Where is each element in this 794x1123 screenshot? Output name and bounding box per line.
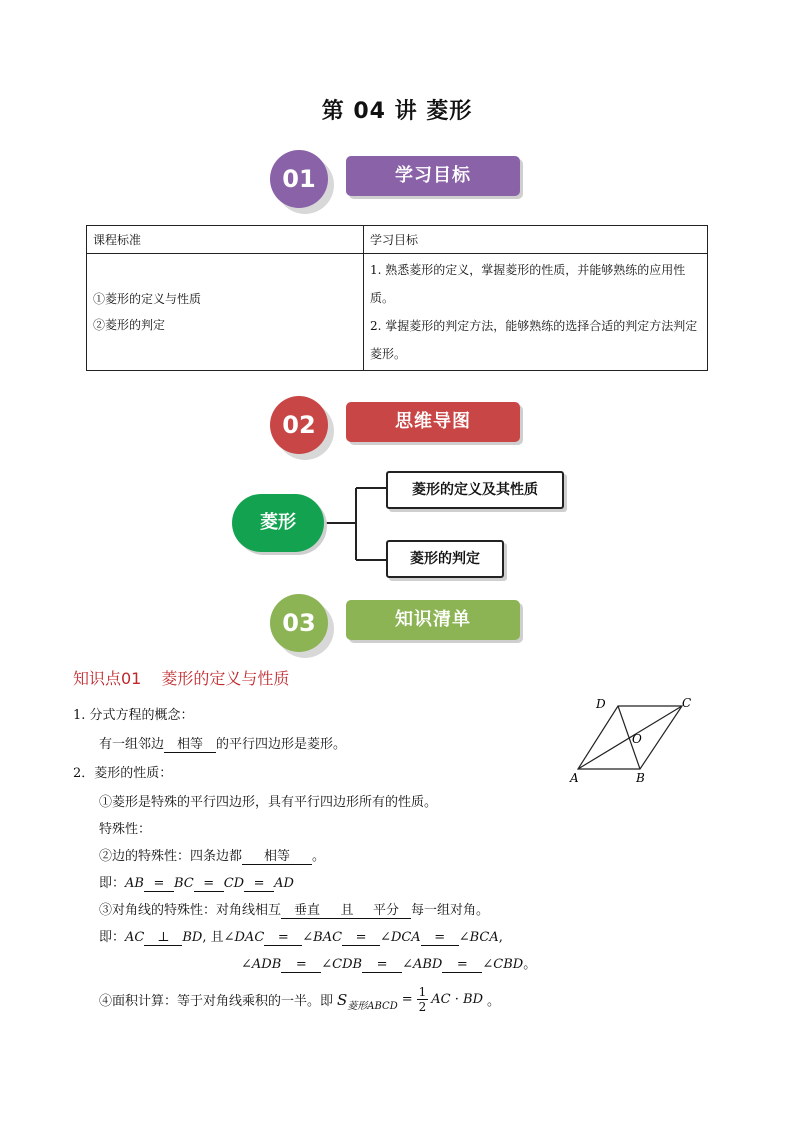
section-badge-03: [270, 594, 530, 650]
section-title-01: 学习目标: [346, 156, 520, 196]
eq-term: AD: [274, 876, 294, 891]
item2-title: 2．菱形的性质：: [73, 766, 173, 781]
knowledge-point-number: 知识点01: [73, 669, 142, 688]
blank-connector: 且: [333, 899, 361, 919]
eq-term: AC: [125, 930, 145, 945]
fraction-numerator: 1: [418, 985, 427, 999]
equation-sides: [99, 872, 294, 892]
eq-label: 即：: [99, 930, 126, 945]
goal-item: 1. 熟悉菱形的定义，掌握菱形的性质，并能够熟练的应用性质。: [370, 263, 686, 305]
blank-answer: 相等: [164, 733, 216, 753]
vertex-label-c: C: [682, 696, 692, 710]
knowledge-point-heading: [73, 666, 289, 689]
definition-text: 有一组邻边: [99, 737, 165, 752]
eq-term: ∠BCA: [458, 930, 499, 945]
property-text: 。: [487, 994, 501, 1009]
standards-cell: [87, 254, 364, 371]
mindmap-root: 菱形: [232, 494, 324, 552]
eq-sign: =: [401, 992, 413, 1007]
special-label: 特殊性：: [99, 822, 152, 837]
eq-blank: =: [442, 957, 482, 973]
item1-title: 1. 分式方程的概念：: [73, 708, 194, 723]
section-title-03: 知识清单: [346, 600, 520, 640]
table-header-goals: 学习目标: [364, 226, 708, 254]
property-text: 每一组对角。: [411, 903, 490, 918]
goal-item: 2. 掌握菱形的判定方法，能够熟练的选择合适的判定方法判定菱形。: [370, 319, 698, 361]
eq-term: ∠DCA: [380, 930, 421, 945]
page-title: 第 04 讲 菱形: [321, 99, 473, 124]
section-title-02: 思维导图: [346, 402, 520, 442]
eq-blank: =: [194, 876, 224, 892]
definition-line: [99, 733, 346, 753]
area-subscript: 菱形ABCD: [347, 1001, 398, 1012]
property-text: ③对角线的特殊性：对角线相互: [99, 903, 282, 918]
mindmap-branch-definition: 菱形的定义及其性质: [386, 471, 564, 509]
eq-blank: =: [144, 876, 174, 892]
center-label-o: O: [632, 732, 642, 746]
property-2: [99, 845, 325, 865]
section-number-03: 03: [270, 594, 328, 652]
eq-term: CD: [223, 876, 245, 891]
knowledge-point-title: 菱形的定义与性质: [161, 669, 290, 688]
eq-term: ∠CBD: [482, 957, 524, 972]
vertex-label-d: D: [596, 697, 606, 711]
blank-answer: 相等: [242, 845, 312, 865]
section-number-01: 01: [270, 150, 328, 208]
rhombus-figure: [564, 694, 700, 786]
objectives-table: [86, 225, 708, 371]
eq-label: 即：: [99, 876, 126, 891]
property-1: ①菱形是特殊的平行四边形，具有平行四边形所有的性质。: [99, 795, 438, 810]
eq-text: , 且: [202, 930, 224, 945]
eq-blank: =: [342, 930, 380, 946]
table-header-standards: 课程标准: [87, 226, 364, 254]
definition-text: 的平行四边形是菱形。: [216, 737, 347, 752]
eq-term: BC: [173, 876, 194, 891]
section-number-02: 02: [270, 396, 328, 454]
diagonal-ac: [578, 706, 682, 769]
standard-item: ②菱形的判定: [93, 318, 166, 332]
fraction-denominator: 2: [418, 1000, 427, 1014]
property-3: [99, 899, 489, 919]
vertex-label-b: B: [636, 771, 645, 785]
eq-term: ∠ABD: [402, 957, 443, 972]
property-text: ④面积计算：等于对角线乘积的一半。即: [99, 994, 334, 1009]
area-symbol: S: [337, 990, 348, 1009]
eq-term: AB: [125, 876, 144, 891]
eq-blank: =: [281, 957, 321, 973]
fraction: [417, 985, 429, 1014]
property-text: 。: [312, 849, 326, 864]
mindmap-connectors: [320, 480, 390, 580]
blank-answer: 平分: [361, 899, 411, 919]
section-badge-02: [270, 396, 530, 452]
vertex-label-a: A: [570, 771, 579, 785]
eq-blank: =: [264, 930, 302, 946]
standard-item: ①菱形的定义与性质: [93, 292, 202, 306]
eq-term: BD: [182, 930, 203, 945]
eq-term: ∠CDB: [321, 957, 363, 972]
eq-term: ∠DAC: [223, 930, 265, 945]
equation-diagonals: 即：AC ⊥ BD, 且∠DAC = ∠BAC = ∠DCA = ∠BCA,: [99, 930, 503, 945]
eq-term: ∠BAC: [302, 930, 343, 945]
eq-blank: =: [421, 930, 459, 946]
property-4: [99, 985, 500, 1014]
mindmap-branch-judgment: 菱形的判定: [386, 540, 504, 578]
eq-blank: =: [244, 876, 274, 892]
eq-blank: ⊥: [144, 930, 182, 946]
area-product: AC · BD: [431, 992, 483, 1007]
property-text: ②边的特殊性：四条边都: [99, 849, 243, 864]
eq-blank: =: [362, 957, 402, 973]
blank-answer: 垂直: [281, 899, 333, 919]
eq-term: ∠ADB: [241, 957, 282, 972]
goals-cell: [364, 254, 708, 371]
equation-angles: ∠ADB = ∠CDB = ∠ABD = ∠CBD。: [241, 957, 537, 972]
section-badge-01: [270, 150, 530, 206]
